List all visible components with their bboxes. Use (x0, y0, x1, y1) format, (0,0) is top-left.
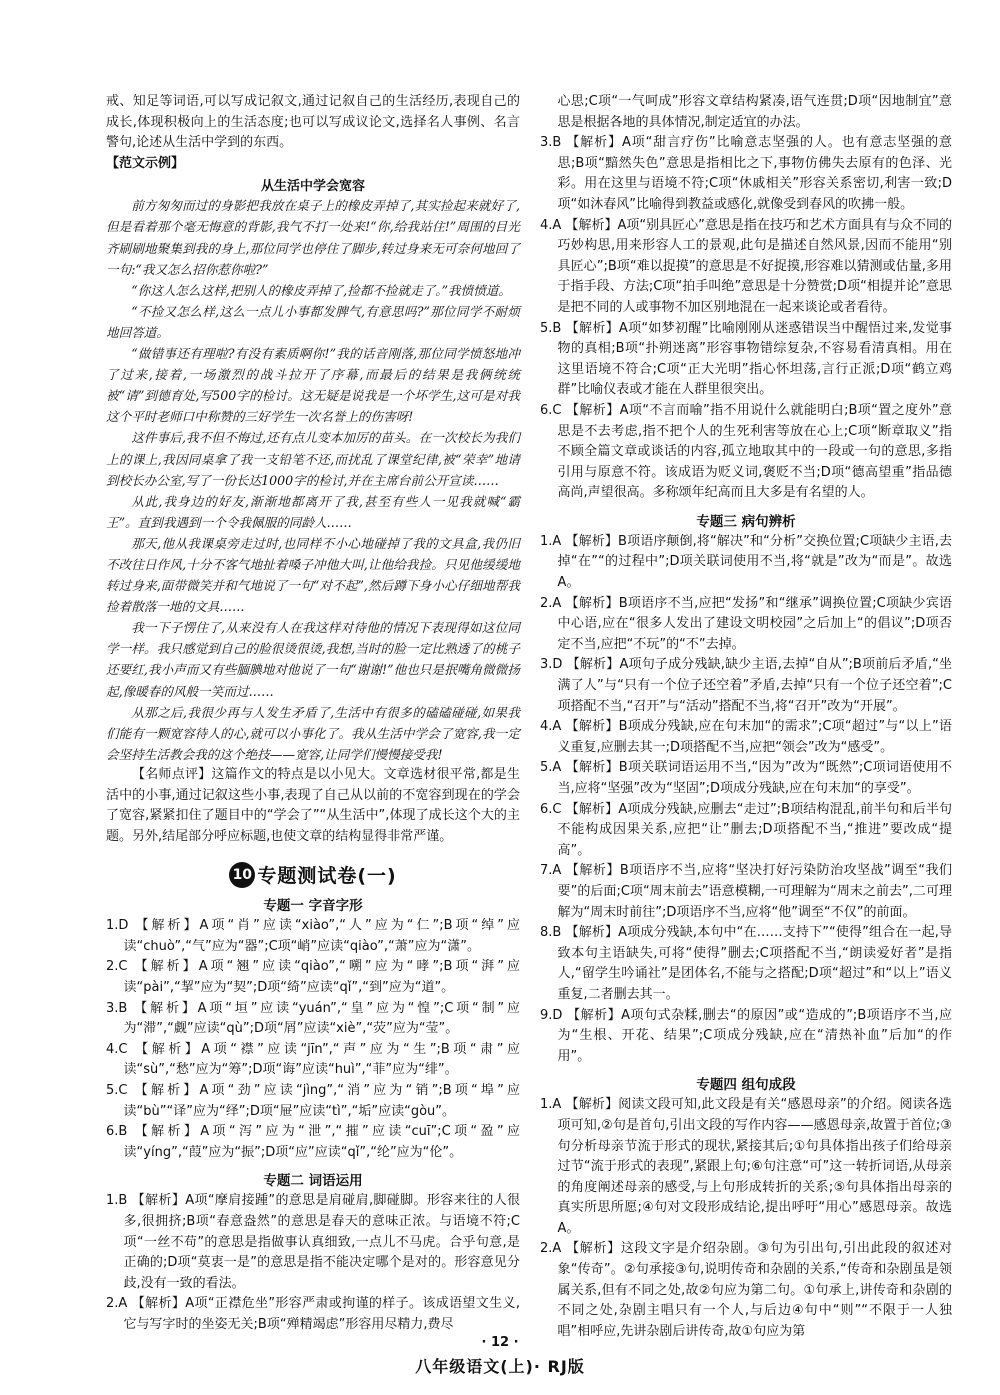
essay-paragraph: 从那之后,我很少再与人发生矛盾了,生活中有很多的磕磕碰碰,如果我们能有一颗宽容待人的心,就可以小事化了。我从生活中学会了宽容,我一定会坚持生活教会我的这个绝技——宽容,让同学们慢慢接受我! (106, 704, 520, 762)
answer-item: 2.A 【解析】这段文字是介绍杂剧。③句为引出句,引出此段的叙述对象“传奇”。②句承接③句,说明传奇和杂剧的关系,“传奇和杂剧虽是领属关系,但有不同之处,故②句应为第二句。①句承上,讲传奇和杂剧的不同之处,杂剧主唱只有一个人,与后边④句中“则”“不限于一人独唱”相呼应,先讲杂剧后讲传奇,故①句应为第 (540, 1241, 952, 1339)
answer-item: 2.C 【解析】A项“翘”应读“qiào”,“嗍”应为“哮”;B项“湃”应读“pài”,“挈”应为“契”;D项“绮”应读“qǐ”,“到”应为“道”。 (106, 959, 520, 996)
essay-paragraph: 从此,我身边的好友,渐渐地都离开了我,甚至有些人一见我就喊“霸王”。直到我遇到一个令我佩服的同龄人…… (106, 493, 520, 530)
answer-item: 6.C 【解析】A项“不言而喻”指不用说什么就能明白;B项“置之度外”意思是不去考虑,指不把个人的生死利害等放在心上;C项“断章取义”指不顾全篇文章或谈话的内容,孤立地取其中的一段或一句的意思,多指引用与原意不符。该成语为贬义词,褒贬不当;D项“德高望重”指品德高尚,声望很高。多称颂年纪高而且大多是有名望的人。 (540, 402, 952, 501)
answer-item: 1.B 【解析】A项“摩肩接踵”的意思是肩碰肩,脚碰脚。形容来往的人很多,很拥挤;B项“春意盎然”的意思是春天的意味正浓。与语境不符;C项“一丝不苟”的意思是指做事认真细致,一点儿不马虎。合乎句意,是正确的;D项“莫衷一是”的意思是指不能决定哪个是对的。形容意见分歧,没有一致的看法。 (106, 1193, 520, 1291)
right-column (540, 92, 952, 1342)
teacher-comment: 【名师点评】这篇作文的特点是以小见大。文章选材很平常,都是生活中的小事,通过记叙这些小事,表现了自己从以前的不宽容到现在的学会了宽容,紧紧扣住了题目中的“学会了”“从生活中”,体现了成长这个大的主题。另外,结尾部分呼应标题,也使文章的结构显得非常严谨。 (106, 766, 520, 844)
answer-item: 2.A 【解析】B项语序不当,应把“发扬”和“继承”调换位置;C项缺少宾语中心语,应在“很多人发出了建设文明校园”之后加上“的倡议”;D项否定不当,应把“不玩”的“不”去掉。 (540, 595, 952, 652)
answer-item: 5.C 【解析】A项“劲”应读“jìng”,“消”应为“销”;B项“埠”应读“bù”“译”应为“绎”;D项“屉”应读“tì”,“垢”应读“gòu”。 (106, 1083, 520, 1119)
answer-item: 8.B 【解析】A项成分残缺,本句中“在……支持下”“使得”组合在一起,导致本句主语缺失,可将“使得”删去;C项搭配不当,“朗读爱好者”是指人,“留学生吟诵社”是团体名,不能与之搭配;D项“超过”和“以上”语义重复,二者删去其一。 (540, 925, 952, 1002)
answer-item: 3.B 【解析】A项“甜言疗伤”比喻意志坚强的人。也有意志坚强的意思;B项“黯然失色”意思是指相比之下,事物仿佛失去原有的色泽、光彩。用在这里与语境不符;C项“休戚相关”形容关系密切,利害一致;D项“如沐春风”比喻得到教益或感化,就像受到春风的吹拂一般。 (540, 135, 952, 212)
intro-paragraph: 戒、知足等词语,可以写成记叙文,通过记叙自己的生活经历,表现自己的成长,体现积极向上的生活态度;也可以写成议论文,选择名人事例、名言警句,论述从生活中学到的东西。 (106, 94, 520, 151)
example-label: 【范文示例】 (106, 155, 185, 171)
essay-paragraph: 前方匆匆而过的身影把我放在桌子上的橡皮弄掉了,其实捡起来就好了,但是看着那个毫无悔意的背影,我气不打一处来!“你,给我站住!”周围的目光齐刷刷地聚集到我的身上,那位同学也停住了脚步,转过身来无可奈何地回了一句:“我又怎么招你惹你啦?” (106, 198, 520, 277)
answer-item: 1.D 【解析】A项“肖”应读“xiào”,“人”应为“仁”;B项“绰”应读“chuò”,“气”应为“器”;C项“峭”应读“qiào”,“萧”应为“潇”。 (106, 918, 520, 954)
essay-paragraph: “做错事还有理啦?有没有素质啊你!”我的话音刚落,那位同学愤怒地冲了过来,接着,一场激烈的战斗拉开了序幕,而最后的结果是我俩统统被“请”到德育处,写500字的检讨。这无疑是说我是一个坏学生,这可是对我这个平时老师口中称赞的三好学生一次名誉上的伤害呀! (106, 346, 520, 425)
section-header (106, 861, 520, 888)
answer-item: 1.A 【解析】B项语序颠倒,将“解决”和“分析”交换位置;C项缺少主语,去掉“在”“的过程中”;D项关联词使用不当,将“就是”改为“而是”。故选A。 (540, 533, 952, 591)
essay-title: 从生活中学会宽容 (260, 179, 365, 195)
essay-paragraph: “你这人怎么这样,把别人的橡皮弄掉了,捡都不捡就走了。”我愤愤道。 (131, 282, 511, 298)
answer-item: 5.B 【解析】A项“如梦初醒”比喻刚刚从迷惑错误当中醒悟过来,发觉事物的真相;B项“扑朔迷离”形容事物错综复杂,不容易看清真相。用在这里语境不符合;C项“正大光明”指心怀坦荡,言行正派;D项“鹤立鸡群”比喻仪表或才能在人群里很突出。 (540, 320, 952, 398)
answer-item: 4.A 【解析】A项“别具匠心”意思是指在技巧和艺术方面具有与众不同的巧妙构思,用来形容人工的景观,此句是描述自然风景,因而不能用“别具匠心”;B项“难以捉摸”的意思是不好捉摸,形容难以猜测或估量,多用于指手段、方法;C项“拍手叫绝”意思是十分赞赏;D项“相提并论”意思是把不同的人或事物不加区别地混在一起来谈论或者看待。 (540, 217, 952, 315)
answer-item: 4.A 【解析】B项成分残缺,应在句末加“的需求”;C项“超过”与“以上”语义重复,应删去其一;D项搭配不当,应把“领会”改为“感受”。 (540, 719, 952, 755)
answer-item: 6.B 【解析】A项“泻”应为“泄”,“摧”应读“cuī”;C项“盈”应读“yíng”,“葭”应为“振”;D项“应”应读“qǐ”,“纶”应为“伦”。 (106, 1124, 520, 1160)
answer-item: 3.B 【解析】A项“垣”应读“yuán”,“皇”应为“惶”;C项“制”应为“滞”,“觑”应读“qù”;D项“屑”应读“xiè”,“荧”应为“莹”。 (106, 1000, 520, 1037)
answer-item: 5.A 【解析】B项关联词语运用不当,“因为”改为“既然”;C项词语使用不当,应将“坚强”改为“坚固”;D项成分残缺,应在句末加“的享受”。 (540, 760, 952, 796)
essay-body (106, 195, 520, 765)
answer-item: 6.C 【解析】A项成分残缺,应删去“走过”;B项结构混乱,前半句和后半句不能构成因果关系,应把“让”删去;D项搭配不当,“推进”要改成“提高”。 (540, 801, 952, 858)
essay-paragraph: 我一下子愣住了,从来没有人在我这样对待他的情况下表现得如这位同学一样。我只感觉到自己的脸很烫很烫,我想,当时的脸一定比熟透了的桃子还要红,我小声而又有些腼腆地对他说了一句“谢谢!”他也只是抿嘴角微微扬起,像暖春的风般一笑而过…… (106, 620, 520, 699)
answer-item: 9.D 【解析】A项句式杂糅,删去“的原因”或“造成的”;B项语序不当,应为“生根、开花、结果”;C项成分残缺,应在“清热补血”后加“的作用”。 (540, 1007, 952, 1064)
answer-item: 1.A 【解析】阅读文段可知,此文段是有关“感恩母亲”的介绍。阅读各选项可知,②句是首句,引出文段的写作内容——感恩母亲,故置于首位;③句分析母亲节流于形式的现状,紧接其后;①句具体指出孩子们给母亲过节“流于形式的表现”,紧跟上句;⑥句注意“可”这一转折词语,从母亲的角度阐述母亲的感受,与上句形成转折的关系;⑤句具体指出母亲的真实所思所愿;④句对文段形成结论,提出呼吁“用心”感恩母亲。故选A。 (540, 1097, 952, 1236)
section-number-badge: 10 (229, 862, 255, 888)
topic-heading: 专题三 病句辨析 (696, 513, 796, 530)
section-title: 专题测试卷(一) (257, 865, 397, 888)
answer-item: 2.A 【解析】A项“正襟危坐”形容严肃或拘谨的样子。该成语望文生义,它与写字时的坐姿无关;B项“殚精竭虑”形容用尽精力,费尽 (106, 1296, 520, 1332)
page-number: · 12 · (481, 1335, 519, 1350)
topic-heading: 专题一 字音字形 (263, 898, 363, 915)
essay-paragraph: 那天,他从我课桌旁走过时,也同样不小心地碰掉了我的文具盒,我仍旧不改往日作风,十分不客气地扯着嗓子冲他大叫,让他给我捡。只见他缓缓地转过身来,面带微笑并和气地说了一句“对不起”,然后蹲下身小心仔细地帮我捡着散落一地的文具…… (106, 535, 520, 615)
continued-text: 心思;C项“一气呵成”形容文章结构紧凑,语气连贯;D项“因地制宜”意思是根据各地的具体情况,制定适宜的办法。 (557, 94, 952, 130)
left-column (106, 92, 520, 1336)
answer-item: 3.D 【解析】A项句子成分残缺,缺少主语,去掉“自从”;B项前后矛盾,“坐满了人”与“只有一个位子还空着”矛盾,去掉“只有一个位子还空着”;C项搭配不当,“召开”与“活动”搭配不当,将“召开”改为“开展”。 (540, 657, 952, 714)
answer-item: 7.A 【解析】B项语序不当,应将“坚决打好污染防治攻坚战”调至“我们要”的后面;C项“周末前去”语意模糊,一可理解为“周末之前去”,二可理解为“周末时前往”;D项语序不当,应将“他”调至“不仅”的前面。 (540, 863, 952, 920)
book-title: 八年级语文(上)· RJ版 (415, 1357, 585, 1376)
essay-paragraph: 这件事后,我不但不悔过,还有点儿变本加厉的苗头。在一次校长为我们上的课上,我因同桌拿了我一支铅笔不还,而扰乱了课堂纪律,被“荣幸”地请到校长办公室,写了一份长达1000字的检讨,并在主席台前公开宣读…… (106, 430, 520, 488)
answer-item: 4.C 【解析】A项“襟”应读“jīn”,“声”应为“生”;B项“肃”应读“sù”,“愁”应为“筹”;D项“诲”应读“huì”,“菲”应为“绯”。 (106, 1041, 520, 1078)
topic-heading: 专题四 组句成段 (696, 1077, 796, 1094)
topic-heading: 专题二 词语运用 (263, 1173, 363, 1190)
essay-paragraph: “不捡又怎么样,这么一点儿小事都发脾气,有意思吗?”那位同学不耐烦地回答道。 (106, 303, 520, 340)
